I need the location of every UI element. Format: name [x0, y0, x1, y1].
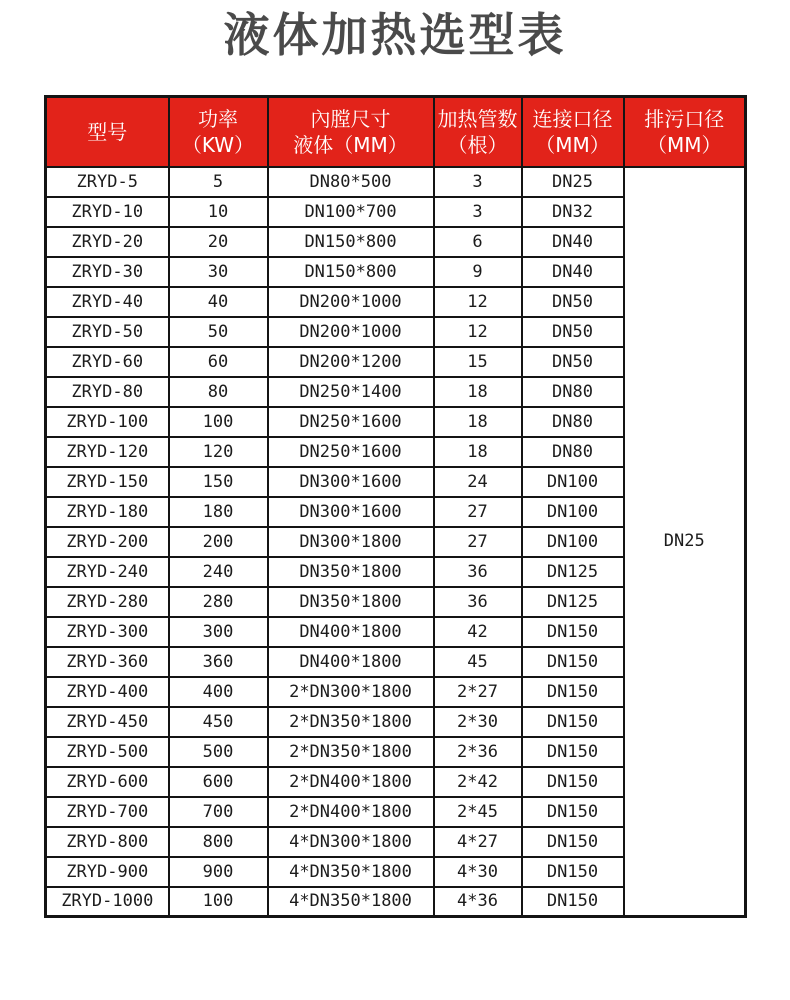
- tube-count-cell: 6: [434, 227, 522, 257]
- chamber-size-cell: DN350*1800: [268, 587, 434, 617]
- power-cell: 10: [169, 197, 268, 227]
- chamber-size-cell: 4*DN300*1800: [268, 827, 434, 857]
- power-cell: 40: [169, 287, 268, 317]
- header-line1: 功率: [198, 106, 238, 131]
- connection-diameter-cell: DN150: [522, 647, 624, 677]
- power-cell: 120: [169, 437, 268, 467]
- connection-diameter-cell: DN150: [522, 797, 624, 827]
- chamber-size-cell: DN200*1200: [268, 347, 434, 377]
- power-cell: 500: [169, 737, 268, 767]
- power-cell: 80: [169, 377, 268, 407]
- power-cell: 300: [169, 617, 268, 647]
- chamber-size-cell: 2*DN350*1800: [268, 707, 434, 737]
- model-cell: ZRYD-30: [46, 257, 169, 287]
- chamber-size-cell: DN300*1800: [268, 527, 434, 557]
- connection-diameter-cell: DN150: [522, 617, 624, 647]
- tube-count-cell: 36: [434, 557, 522, 587]
- connection-diameter-cell: DN150: [522, 737, 624, 767]
- tube-count-cell: 42: [434, 617, 522, 647]
- header-row: [46, 97, 746, 167]
- header-line2: 液体（MM）: [293, 132, 408, 157]
- header-line2: （MM）: [535, 132, 610, 157]
- header-line1: 內膛尺寸: [310, 106, 391, 131]
- power-cell: 20: [169, 227, 268, 257]
- tube-count-cell: 4*27: [434, 827, 522, 857]
- tube-count-cell: 12: [434, 317, 522, 347]
- tube-count-cell: 24: [434, 467, 522, 497]
- chamber-size-cell: DN200*1000: [268, 287, 434, 317]
- model-cell: ZRYD-10: [46, 197, 169, 227]
- chamber-size-cell: DN250*1600: [268, 407, 434, 437]
- model-cell: ZRYD-450: [46, 707, 169, 737]
- power-cell: 30: [169, 257, 268, 287]
- header-power: [169, 97, 268, 167]
- power-cell: 280: [169, 587, 268, 617]
- tube-count-cell: 12: [434, 287, 522, 317]
- header-line2: （KW）: [181, 132, 255, 157]
- model-cell: ZRYD-20: [46, 227, 169, 257]
- model-cell: ZRYD-280: [46, 587, 169, 617]
- chamber-size-cell: 2*DN400*1800: [268, 767, 434, 797]
- power-cell: 180: [169, 497, 268, 527]
- connection-diameter-cell: DN125: [522, 587, 624, 617]
- model-cell: ZRYD-180: [46, 497, 169, 527]
- power-cell: 100: [169, 887, 268, 917]
- connection-diameter-cell: DN40: [522, 257, 624, 287]
- model-cell: ZRYD-150: [46, 467, 169, 497]
- chamber-size-cell: DN400*1800: [268, 647, 434, 677]
- connection-diameter-cell: DN100: [522, 467, 624, 497]
- connection-diameter-cell: DN50: [522, 287, 624, 317]
- connection-diameter-cell: DN80: [522, 407, 624, 437]
- tube-count-cell: 9: [434, 257, 522, 287]
- tube-count-cell: 18: [434, 377, 522, 407]
- tube-count-cell: 2*30: [434, 707, 522, 737]
- header-chamber-size: [268, 97, 434, 167]
- power-cell: 360: [169, 647, 268, 677]
- chamber-size-cell: DN150*800: [268, 257, 434, 287]
- power-cell: 5: [169, 167, 268, 197]
- power-cell: 240: [169, 557, 268, 587]
- model-cell: ZRYD-60: [46, 347, 169, 377]
- connection-diameter-cell: DN40: [522, 227, 624, 257]
- chamber-size-cell: DN150*800: [268, 227, 434, 257]
- header-line1: 加热管数: [437, 106, 518, 131]
- connection-diameter-cell: DN150: [522, 857, 624, 887]
- drain-diameter-merged-cell: DN25: [624, 167, 746, 917]
- chamber-size-cell: DN80*500: [268, 167, 434, 197]
- model-cell: ZRYD-500: [46, 737, 169, 767]
- header-line2: （MM）: [646, 132, 722, 157]
- power-cell: 60: [169, 347, 268, 377]
- model-cell: ZRYD-80: [46, 377, 169, 407]
- model-cell: ZRYD-360: [46, 647, 169, 677]
- model-cell: ZRYD-700: [46, 797, 169, 827]
- chamber-size-cell: 2*DN300*1800: [268, 677, 434, 707]
- model-cell: ZRYD-900: [46, 857, 169, 887]
- model-cell: ZRYD-5: [46, 167, 169, 197]
- connection-diameter-cell: DN50: [522, 317, 624, 347]
- chamber-size-cell: DN250*1600: [268, 437, 434, 467]
- tube-count-cell: 2*27: [434, 677, 522, 707]
- connection-diameter-cell: DN150: [522, 827, 624, 857]
- power-cell: 800: [169, 827, 268, 857]
- tube-count-cell: 3: [434, 197, 522, 227]
- model-cell: ZRYD-200: [46, 527, 169, 557]
- connection-diameter-cell: DN100: [522, 497, 624, 527]
- table-header: [46, 97, 746, 167]
- tube-count-cell: 4*30: [434, 857, 522, 887]
- tube-count-cell: 2*42: [434, 767, 522, 797]
- model-cell: ZRYD-120: [46, 437, 169, 467]
- table-body: [46, 167, 746, 917]
- tube-count-cell: 4*36: [434, 887, 522, 917]
- header-line1: 排污口径: [644, 106, 725, 131]
- tube-count-cell: 18: [434, 407, 522, 437]
- power-cell: 50: [169, 317, 268, 347]
- power-cell: 200: [169, 527, 268, 557]
- header-line2: （根）: [447, 132, 508, 157]
- power-cell: 400: [169, 677, 268, 707]
- model-cell: ZRYD-400: [46, 677, 169, 707]
- header-tube-count: [434, 97, 522, 167]
- chamber-size-cell: DN300*1600: [268, 467, 434, 497]
- header-connection-diameter: [522, 97, 624, 167]
- selection-table: [44, 95, 747, 918]
- model-cell: ZRYD-1000: [46, 887, 169, 917]
- header-drain-diameter: [624, 97, 746, 167]
- connection-diameter-cell: DN80: [522, 437, 624, 467]
- connection-diameter-cell: DN25: [522, 167, 624, 197]
- chamber-size-cell: 2*DN400*1800: [268, 797, 434, 827]
- connection-diameter-cell: DN100: [522, 527, 624, 557]
- header-line1: 型号: [87, 119, 128, 144]
- model-cell: ZRYD-100: [46, 407, 169, 437]
- tube-count-cell: 3: [434, 167, 522, 197]
- power-cell: 450: [169, 707, 268, 737]
- chamber-size-cell: 2*DN350*1800: [268, 737, 434, 767]
- model-cell: ZRYD-50: [46, 317, 169, 347]
- model-cell: ZRYD-40: [46, 287, 169, 317]
- page-title: 液体加热选型表: [223, 8, 567, 62]
- chamber-size-cell: DN300*1600: [268, 497, 434, 527]
- chamber-size-cell: DN400*1800: [268, 617, 434, 647]
- connection-diameter-cell: DN150: [522, 677, 624, 707]
- power-cell: 900: [169, 857, 268, 887]
- model-cell: ZRYD-600: [46, 767, 169, 797]
- chamber-size-cell: 4*DN350*1800: [268, 887, 434, 917]
- header-line1: 连接口径: [532, 106, 613, 131]
- connection-diameter-cell: DN80: [522, 377, 624, 407]
- connection-diameter-cell: DN150: [522, 887, 624, 917]
- model-cell: ZRYD-800: [46, 827, 169, 857]
- connection-diameter-cell: DN150: [522, 707, 624, 737]
- power-cell: 100: [169, 407, 268, 437]
- power-cell: 700: [169, 797, 268, 827]
- tube-count-cell: 27: [434, 497, 522, 527]
- chamber-size-cell: 4*DN350*1800: [268, 857, 434, 887]
- connection-diameter-cell: DN125: [522, 557, 624, 587]
- tube-count-cell: 27: [434, 527, 522, 557]
- model-cell: ZRYD-300: [46, 617, 169, 647]
- tube-count-cell: 2*45: [434, 797, 522, 827]
- header-model: [46, 97, 169, 167]
- model-cell: ZRYD-240: [46, 557, 169, 587]
- power-cell: 600: [169, 767, 268, 797]
- table-row: [46, 167, 746, 197]
- tube-count-cell: 45: [434, 647, 522, 677]
- chamber-size-cell: DN100*700: [268, 197, 434, 227]
- tube-count-cell: 2*36: [434, 737, 522, 767]
- tube-count-cell: 15: [434, 347, 522, 377]
- chamber-size-cell: DN250*1400: [268, 377, 434, 407]
- connection-diameter-cell: DN32: [522, 197, 624, 227]
- chamber-size-cell: DN200*1000: [268, 317, 434, 347]
- tube-count-cell: 18: [434, 437, 522, 467]
- connection-diameter-cell: DN150: [522, 767, 624, 797]
- tube-count-cell: 36: [434, 587, 522, 617]
- connection-diameter-cell: DN50: [522, 347, 624, 377]
- chamber-size-cell: DN350*1800: [268, 557, 434, 587]
- power-cell: 150: [169, 467, 268, 497]
